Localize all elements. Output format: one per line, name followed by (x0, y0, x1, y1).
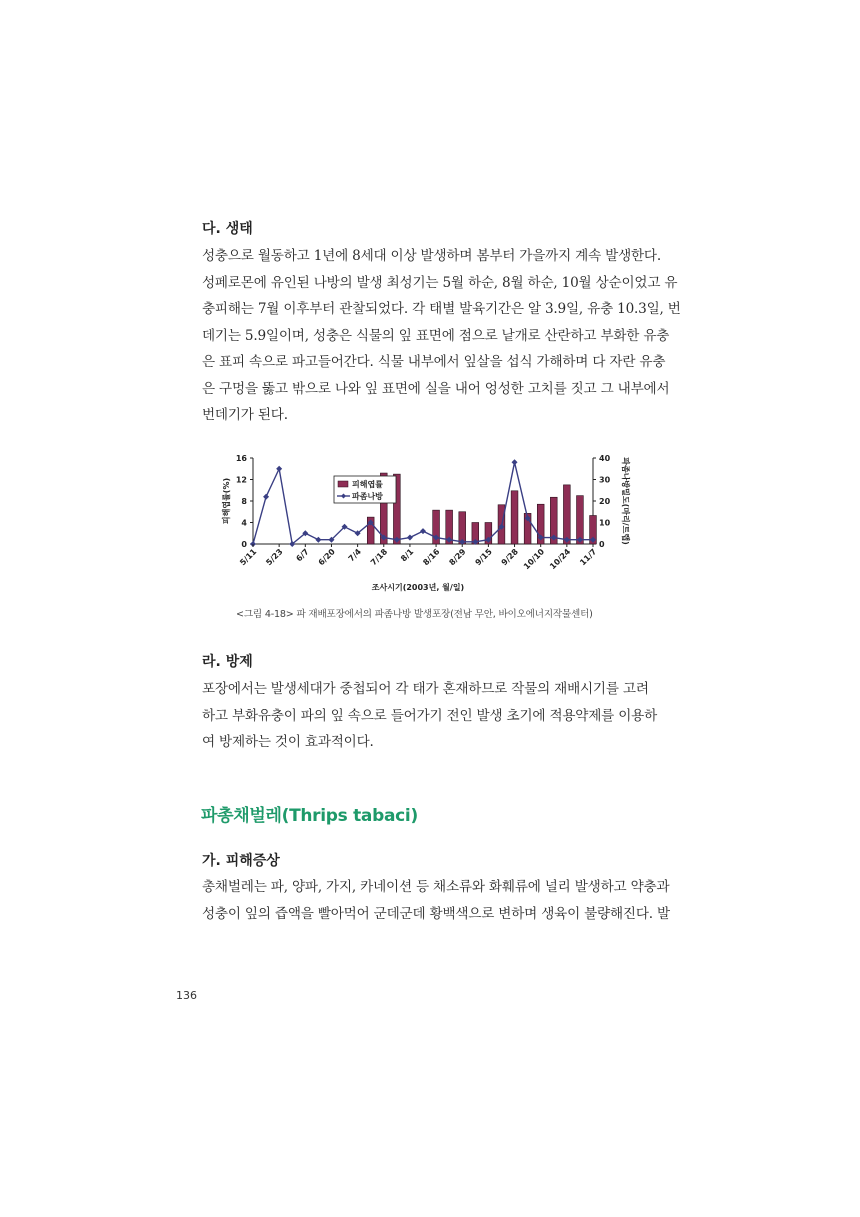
text-line: 하고 부화유충이 파의 잎 속으로 들어가기 전인 발생 초기에 적용약제를 이용하 (202, 707, 658, 724)
right-axis-title: 파좀나방밀도(마리/트랩) (621, 457, 630, 545)
section-heading-ecology: 다. 생태 (202, 221, 253, 237)
moth-density-point (276, 466, 282, 472)
x-tick-label: 8/1 (399, 547, 416, 564)
x-tick-label: 6/7 (294, 547, 311, 564)
text-line: 성페로몬에 유인된 나방의 발생 최성기는 5월 하순, 8월 하순, 10월 상순이었고 유 (202, 274, 678, 291)
x-tick-label: 5/11 (238, 547, 259, 568)
x-tick-label: 9/28 (499, 547, 520, 568)
chapter-title: 파총채벌레(Thrips tabaci) (201, 806, 418, 826)
left-tick-label: 16 (235, 454, 247, 463)
x-tick-label: 8/16 (421, 547, 442, 568)
x-tick-label: 11/7 (578, 547, 599, 568)
x-tick-label: 10/10 (521, 547, 547, 572)
right-tick-label: 10 (599, 518, 611, 528)
ecology-paragraph (202, 243, 681, 429)
section-heading-control: 라. 방제 (202, 654, 253, 670)
legend-line-label: 파좀나방 (352, 492, 383, 501)
moth-density-point (263, 494, 269, 500)
moth-density-point (315, 537, 321, 543)
left-tick-label: 12 (235, 475, 247, 485)
moth-density-point (420, 528, 426, 534)
page-number: 136 (176, 989, 197, 1002)
text-line: 은 표피 속으로 파고들어간다. 식물 내부에서 잎살을 섭식 가해하며 다 자란 유충 (202, 354, 666, 370)
section-heading-damage: 가. 피해증상 (202, 853, 280, 869)
text-line: 충피해는 7월 이후부터 관찰되었다. 각 태별 발육기간은 알 3.9일, 유충 10.3일, 번 (202, 301, 681, 317)
x-tick-label: 6/20 (316, 547, 337, 568)
x-tick-label: 10/24 (548, 547, 573, 572)
right-tick-label: 20 (599, 497, 611, 506)
damage-rate-bar (563, 485, 570, 544)
control-paragraph (202, 676, 662, 756)
right-tick-label: 30 (599, 475, 611, 485)
x-tick-label: 8/29 (447, 547, 468, 568)
x-tick-label: 7/4 (346, 547, 364, 564)
figure-caption: <그림 4-18> 파 재배포장에서의 파좀나방 발생포장(전남 무안, 바이오에너지작물센터) (236, 609, 593, 620)
text-line: 여 방제하는 것이 효과적이다. (202, 734, 374, 750)
text-line: 총채벌레는 파, 양파, 가지, 카네이션 등 채소류와 화훼류에 널리 발생하고 약충과 (202, 879, 670, 895)
text-line: 포장에서는 발생세대가 중첩되어 각 태가 혼재하므로 작물의 재배시기를 고려 (202, 681, 649, 697)
left-tick-label: 0 (241, 540, 247, 549)
damage-and-moth-chart (205, 445, 645, 603)
right-tick-label: 40 (599, 454, 611, 463)
legend-bar-label: 피해엽률 (352, 480, 383, 489)
damage-paragraph (202, 874, 670, 927)
damage-rate-bar (511, 491, 518, 544)
left-tick-label: 4 (241, 518, 247, 528)
text-line: 성충이 잎의 즙액을 빨아먹어 군데군데 황백색으로 변하며 생육이 불량해진다. 발 (202, 905, 670, 922)
text-line: 성충으로 월동하고 1년에 8세대 이상 발생하며 봄부터 가을까지 계속 발생한다. (202, 248, 661, 264)
x-tick-label: 7/18 (368, 547, 390, 568)
x-tick-label: 5/23 (264, 547, 285, 568)
text-line: 데기는 5.9일이며, 성충은 식물의 잎 표면에 점으로 낱개로 산란하고 부화한 유충 (202, 327, 670, 344)
moth-density-point (512, 459, 518, 465)
left-tick-label: 8 (241, 497, 247, 506)
text-line: 은 구멍을 뚫고 밖으로 나와 잎 표면에 실을 내어 엉성한 고치를 짓고 그 내부에서 (202, 380, 670, 397)
text-line: 번데기가 된다. (202, 407, 288, 423)
right-tick-label: 0 (599, 540, 605, 549)
x-axis-title: 조사시기(2003년, 월/일) (371, 583, 465, 592)
left-axis-title: 피해엽률(%) (222, 477, 231, 525)
x-tick-label: 9/15 (473, 547, 494, 568)
moth-density-point (407, 535, 413, 541)
legend-bar-swatch (338, 481, 348, 487)
